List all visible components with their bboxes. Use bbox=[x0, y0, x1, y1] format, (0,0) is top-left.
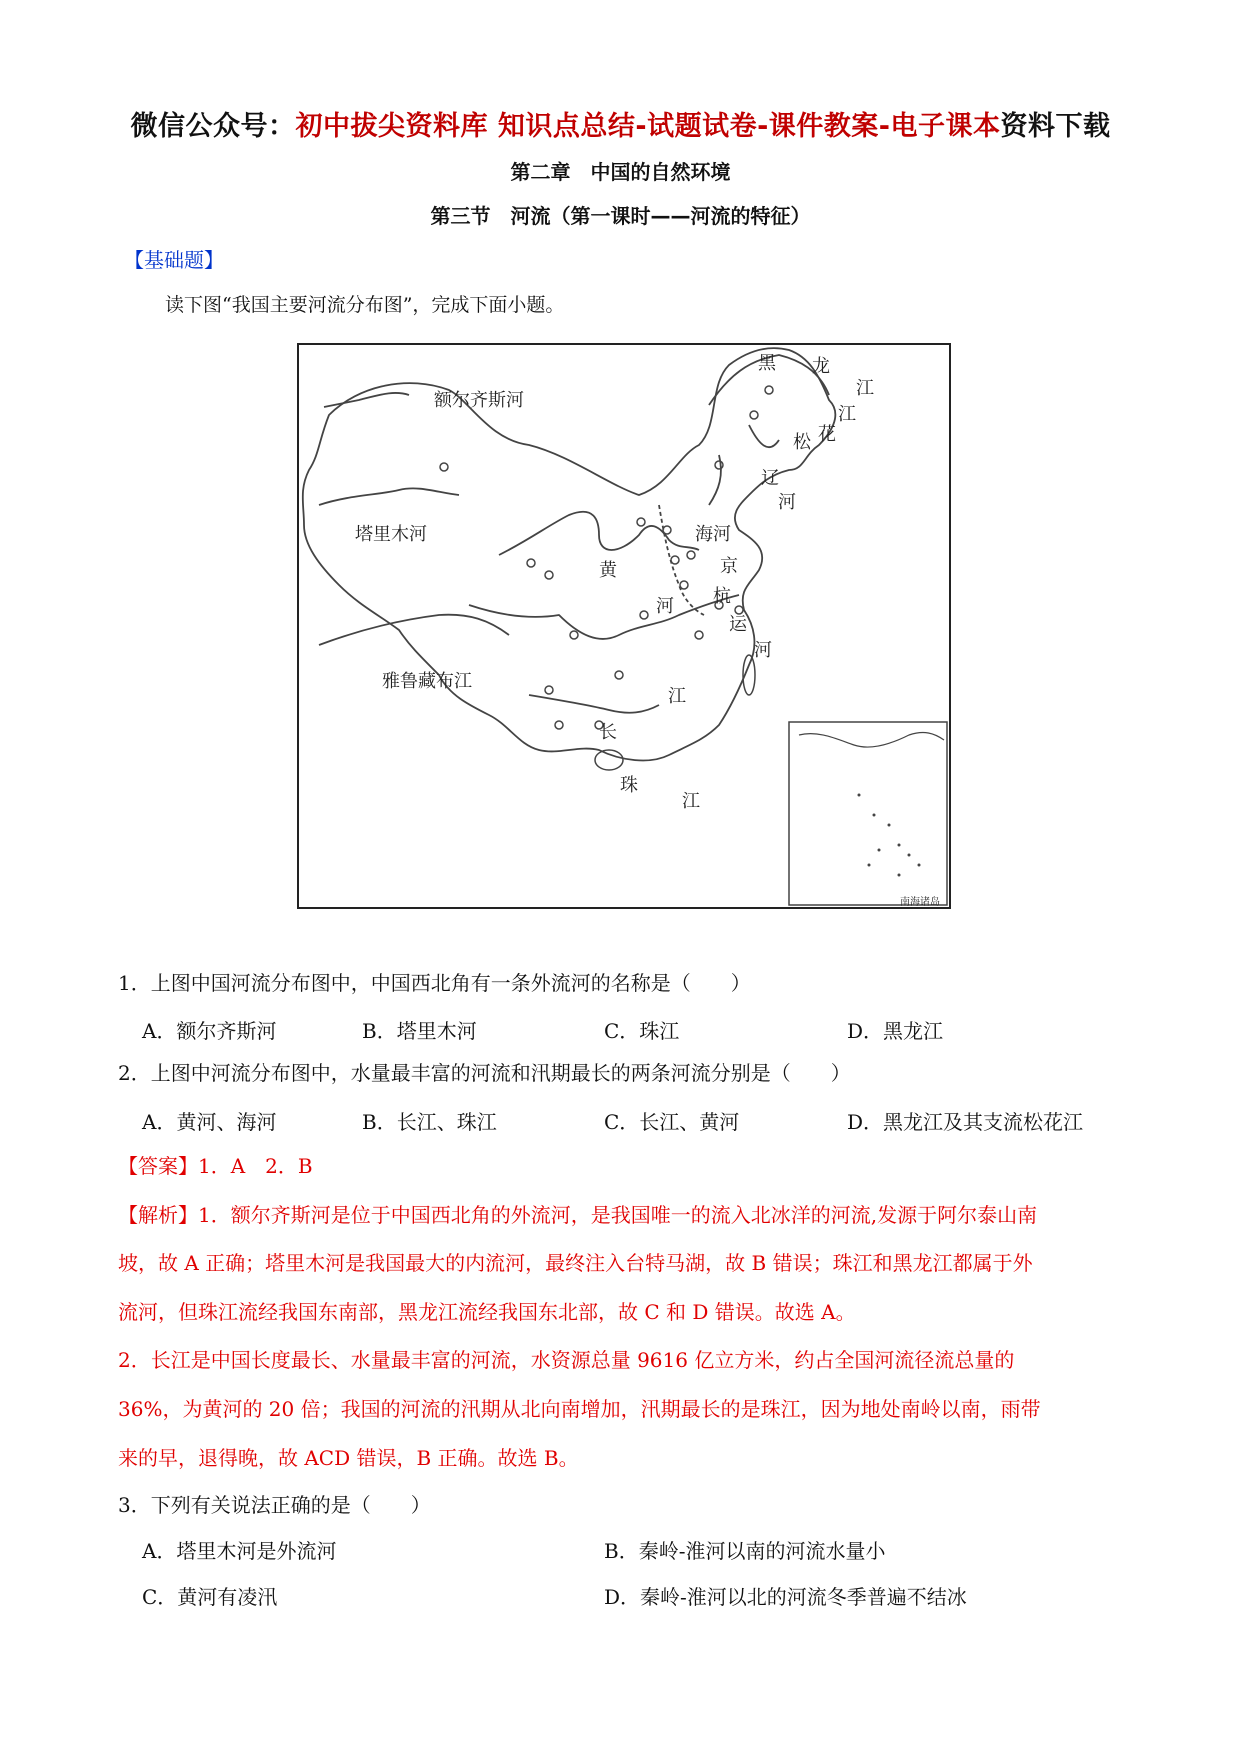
label-jing: 京 bbox=[720, 556, 738, 577]
q3-option-a[interactable]: A．塔里木河是外流河 bbox=[142, 1539, 337, 1563]
analysis-line-1 bbox=[118, 1200, 1037, 1230]
tarim-river bbox=[319, 488, 459, 505]
header-suffix: 资料下载 bbox=[1000, 111, 1111, 142]
label-jiang1: 江 bbox=[856, 378, 874, 399]
label-hua: 花 bbox=[818, 424, 836, 445]
label-yun: 运 bbox=[729, 614, 747, 635]
q1-option-a[interactable]: A．额尔齐斯河 bbox=[142, 1019, 277, 1043]
q1-option-d[interactable]: D．黑龙江 bbox=[847, 1019, 944, 1043]
analysis-line-2: 坡，故 A 正确；塔里木河是我国最大的内流河，最终注入台特马湖，故 B 错误；珠江和黑龙江都属于外 bbox=[118, 1251, 1033, 1275]
hainan-island bbox=[595, 750, 623, 770]
header-red-text: 初中拔尖资料库 知识点总结-试题试卷-课件教案-电子课本 bbox=[295, 111, 1001, 142]
china-river-map bbox=[297, 343, 951, 909]
header-prefix: 微信公众号： bbox=[130, 111, 296, 142]
q3-option-b[interactable]: B．秦岭-淮河以南的河流水量小 bbox=[604, 1539, 886, 1563]
q3-stem: 3．下列有关说法正确的是（ ） bbox=[118, 1493, 431, 1517]
label-long: 龙 bbox=[812, 356, 830, 377]
label-talimu: 塔里木河 bbox=[355, 524, 427, 545]
label-zhu: 珠 bbox=[620, 775, 638, 796]
label-song: 松 bbox=[793, 432, 811, 453]
yangtze-river bbox=[469, 595, 739, 639]
answer-text: 1．A 2．B bbox=[198, 1154, 313, 1178]
label-liao: 辽 bbox=[761, 468, 779, 489]
songhua-river bbox=[749, 425, 779, 447]
q3-option-d[interactable]: D．秦岭-淮河以北的河流冬季普遍不结冰 bbox=[604, 1585, 967, 1609]
q1-option-b[interactable]: B．塔里木河 bbox=[362, 1019, 477, 1043]
q2-option-d[interactable]: D．黑龙江及其支流松花江 bbox=[847, 1110, 1084, 1134]
intro-text: 读下图“我国主要河流分布图”，完成下面小题。 bbox=[165, 294, 565, 316]
label-erqis: 额尔齐斯河 bbox=[434, 390, 524, 411]
pearl-river bbox=[529, 695, 659, 713]
label-huang: 黄 bbox=[599, 560, 617, 581]
label-chang: 长 bbox=[599, 722, 617, 743]
label-jiang2: 江 bbox=[838, 404, 856, 425]
page-header bbox=[0, 104, 1241, 143]
label-yalu: 雅鲁藏布江 bbox=[382, 671, 472, 692]
label-hei: 黑 bbox=[758, 353, 776, 374]
q2-option-c[interactable]: C．长江、黄河 bbox=[604, 1110, 740, 1134]
q2-option-a[interactable]: A．黄河、海河 bbox=[142, 1110, 277, 1134]
erqis-river bbox=[324, 393, 409, 407]
analysis-text-1: 1．额尔齐斯河是位于中国西北角的外流河，是我国唯一的流入北冰洋的河流,发源于阿尔泰山南 bbox=[198, 1203, 1038, 1227]
label-he-yun: 河 bbox=[754, 640, 772, 661]
label-hang: 杭 bbox=[713, 586, 731, 607]
q3-option-c[interactable]: C．黄河有凌汛 bbox=[142, 1585, 278, 1609]
label-he-huang: 河 bbox=[656, 596, 674, 617]
analysis-tag: 【解析】 bbox=[118, 1203, 198, 1227]
answer-tag: 【答案】 bbox=[118, 1154, 198, 1178]
q1-stem: 1．上图中国河流分布图中，中国西北角有一条外流河的名称是（ ） bbox=[118, 971, 751, 995]
label-nanhai: 南海诸岛 bbox=[900, 897, 940, 908]
china-border bbox=[303, 348, 836, 760]
label-jiang-zhu: 江 bbox=[682, 791, 700, 812]
label-haihe: 海河 bbox=[695, 524, 731, 545]
label-jiang-chang: 江 bbox=[668, 686, 686, 707]
chapter-title: 第二章 中国的自然环境 bbox=[510, 160, 731, 184]
answer-line bbox=[118, 1151, 313, 1181]
q2-option-b[interactable]: B．长江、珠江 bbox=[362, 1110, 497, 1134]
analysis-line-6: 来的早，退得晚，故 ACD 错误，B 正确。故选 B。 bbox=[118, 1446, 579, 1470]
section-title: 第三节 河流（第一课时——河流的特征） bbox=[430, 204, 811, 228]
q1-option-c[interactable]: C．珠江 bbox=[604, 1019, 680, 1043]
nanhai-inset bbox=[789, 722, 947, 905]
yarlung-river bbox=[319, 615, 509, 645]
q2-stem: 2．上图中河流分布图中，水量最丰富的河流和汛期最长的两条河流分别是（ ） bbox=[118, 1061, 851, 1085]
analysis-line-4: 2．长江是中国长度最长、水量最丰富的河流，水资源总量 9616 亿立方米，约占全国河流径流总量的 bbox=[118, 1348, 1015, 1372]
basic-tag: 【基础题】 bbox=[124, 248, 224, 272]
analysis-line-3: 流河，但珠江流经我国东南部，黑龙江流经我国东北部，故 C 和 D 错误。故选 A。 bbox=[118, 1300, 856, 1324]
label-he-liao: 河 bbox=[778, 492, 796, 513]
map-drawing bbox=[299, 345, 949, 907]
analysis-line-5: 36%，为黄河的 20 倍；我国的河流的汛期从北向南增加，汛期最长的是珠江，因为地处南岭以南，雨带 bbox=[118, 1397, 1041, 1421]
